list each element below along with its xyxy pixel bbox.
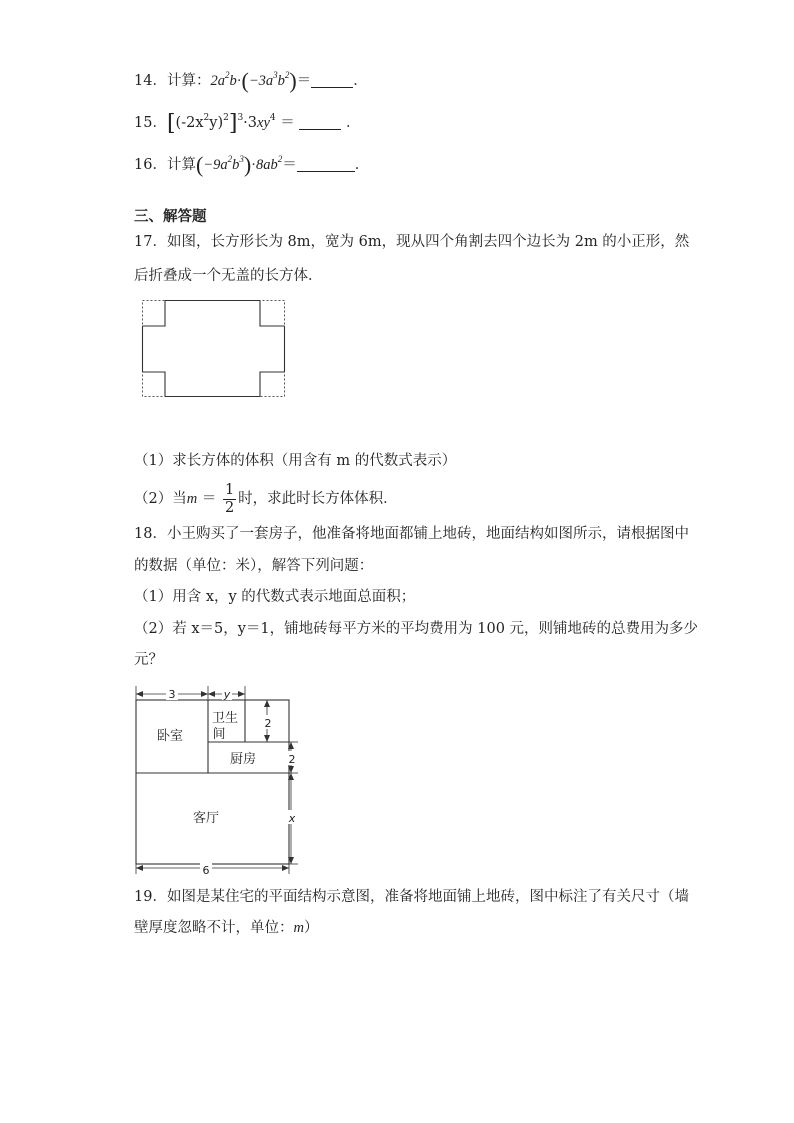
q17-rectangle-figure <box>140 298 290 401</box>
q15-answer-blank[interactable] <box>299 115 341 130</box>
fold-outline <box>143 301 285 397</box>
room-living: 客厅 <box>192 811 220 826</box>
q15-expression: $[(-2x^2y)^2]^3\cdot 3xy^4$ ＝ <box>166 111 300 136</box>
q17-part-2: （2）当m ＝ $\frac{1}{2}$ 时，求此时长方体体积． <box>134 481 398 516</box>
q19-line-1: 19．如图是某住宅的平面结构示意图，准备将地面铺上地砖，图中标注了有关尺寸（墙 <box>134 889 689 905</box>
q18-part-2-line-2: 元？ <box>134 652 163 668</box>
dim-label-2-upper: 2 <box>264 717 272 730</box>
q18-line-2: 的数据（单位：米），解答下列问题： <box>134 558 374 574</box>
q14-answer-blank[interactable] <box>311 73 353 88</box>
room-kitchen: 厨房 <box>229 752 257 767</box>
q15-label: 15． <box>134 115 167 131</box>
q17-part-1: （1）求长方体的体积（用含有 m 的代数式表示） <box>134 453 457 469</box>
q18-floor-plan <box>126 680 306 880</box>
q16-expression: $(-9a^2b^3)\cdot 8ab^2=$ <box>195 152 297 177</box>
q17-line-1: 17．如图，长方形长为 8m，宽为 6m，现从四个角割去四个边长为 2m 的小正形，然 <box>134 234 690 250</box>
q16-label: 16．计算 <box>134 157 196 173</box>
dim-label-y: y <box>223 688 231 701</box>
section-title: 三、解答题 <box>134 208 207 225</box>
question-16: 16．计算$(-9a^2b^3)\cdot 8ab^2=$ ． <box>134 152 370 177</box>
outer-dotted-rectangle <box>143 301 285 397</box>
q18-part-2-line-1: （2）若 x＝5，y＝1，铺地砖每平方米的平均费用为 100 元，则铺地砖的总费用为多少 <box>134 621 699 637</box>
variable-m: m <box>186 491 198 507</box>
dim-label-x: x <box>288 812 296 825</box>
dim-label-2-middle: 2 <box>288 753 296 766</box>
q18-part-1: （1）用含 x，y 的代数式表示地面总面积； <box>134 589 416 605</box>
question-15: 15．$[(-2x^2y)^2]^3\cdot 3xy^4$ ＝ ． <box>134 111 361 136</box>
q14-expression: $2a^2b\cdot(-3a^3b^2)=$ <box>210 68 312 93</box>
question-14: 14．计算：$2a^2b\cdot(-3a^3b^2)=$ ． <box>134 68 368 93</box>
dim-label-3: 3 <box>168 688 176 701</box>
room-bathroom-line-1: 卫生 <box>211 711 239 726</box>
q19-line-2: 壁厚度忽略不计，单位：m） <box>134 920 319 936</box>
dim-label-6: 6 <box>202 864 210 877</box>
room-bedroom: 卧室 <box>156 729 184 744</box>
q18-line-1: 18．小王购买了一套房子，他准备将地面都铺上地砖，地面结构如图所示，请根据图中 <box>134 526 689 542</box>
q16-answer-blank[interactable] <box>297 157 355 172</box>
q17-line-2: 后折叠成一个无盖的长方体． <box>134 268 323 284</box>
fraction-one-half: $\frac{1}{2}$ <box>224 481 235 516</box>
unit-m: m <box>293 920 304 936</box>
q14-label: 14．计算： <box>134 73 211 89</box>
room-bathroom-line-2: 间 <box>212 727 226 742</box>
